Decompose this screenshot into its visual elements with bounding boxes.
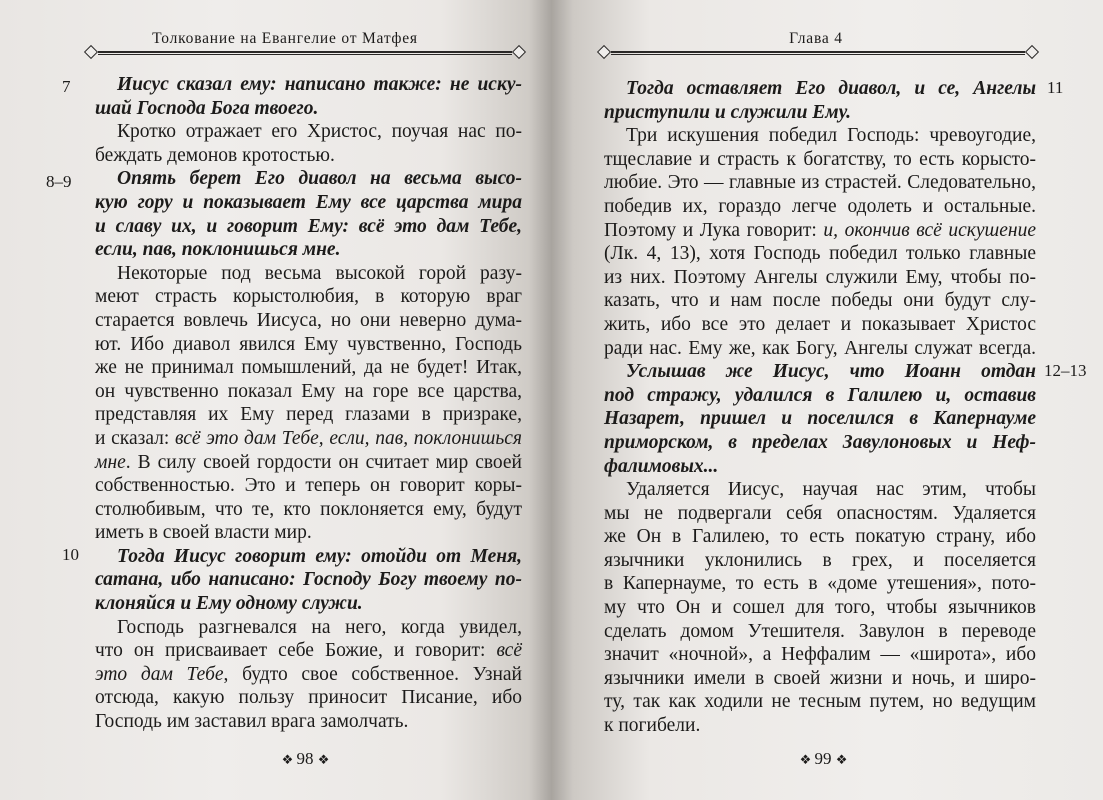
text-line: (Лк. 4, 13), хотя Господь победил только главные <box>604 243 1036 265</box>
left-page <box>0 0 551 800</box>
text-line: победив их, гораздо легче одолеть и остальные. <box>604 195 1036 217</box>
text-line: и славу их, и говорит Ему: всё это дам Тебе, <box>95 215 522 237</box>
text-line: Господь разгневался на него, когда увидел, <box>117 616 522 638</box>
text-line: же Он в Галилею, то есть покатую страну, ибо <box>604 526 1036 548</box>
text-line: из них. Поэтому Ангелы служили Ему, чтобы по- <box>604 266 1036 288</box>
text-line: мы не подвергали себя опасностям. Удаляется <box>604 502 1036 524</box>
verse-number: 7 <box>62 77 71 96</box>
text-line-mixed: и сказал: всё это дам Тебе, если, пав, поклонишься <box>95 427 522 449</box>
verse-number: 10 <box>62 545 79 564</box>
running-head-left: Толкование на Евангелие от Матфея <box>152 30 418 47</box>
text-line: Три искушения победил Господь: чревоугодие, <box>626 125 1036 147</box>
text-line: меют страсть корыстолюбия, в которую враг <box>95 286 522 308</box>
text-line: Удаляется Иисус, научая нас этим, чтобы <box>626 479 1036 501</box>
header-ornament-rule-right <box>599 46 1037 58</box>
text-line: Тогда оставляет Его диавол, и се, Ангелы <box>626 78 1036 99</box>
text-line: Некоторые под весьма высокой горой разу- <box>117 262 522 284</box>
text-line: отсюда, какую пользу приносит Писание, ибо <box>95 687 522 709</box>
right-page-text <box>604 77 1036 738</box>
text-line: кую гору и показывает Ему все царства мира <box>95 191 522 213</box>
left-page-text <box>95 73 522 734</box>
text-line: если, пав, поклонишься мне. <box>95 239 341 261</box>
text-line: Кротко отражает его Христос, поучая нас по- <box>117 121 522 143</box>
text-line: столюбивым, что те, кто поклоняется ему, будут <box>95 498 522 520</box>
page-number-left: ❖ 98 ❖ <box>281 749 329 768</box>
text-line: беждать демонов кротостью. <box>95 144 335 166</box>
text-line: Тогда Иисус говорит ему: отойди от Меня, <box>117 545 522 567</box>
header-ornament-rule-left <box>86 46 524 58</box>
verse-number: 8–9 <box>46 172 72 191</box>
text-line: же не принимал помышлений, да не будет! Итак, <box>95 357 522 379</box>
text-line-mixed: Поэтому и Лука говорит: и, окончив всё искушение <box>604 219 1036 241</box>
text-line: Господь им заставил врага замолчать. <box>95 711 409 733</box>
text-line: Услышав же Иисус, что Иоанн отдан <box>626 361 1036 383</box>
text-line: фалимовых... <box>604 455 719 477</box>
text-line: клоняйся и Ему одному служи. <box>95 593 363 615</box>
text-line: ради нас. Ему же, как Богу, Ангелы служат всегда. <box>604 337 1036 359</box>
text-line: жить, ибо все это делает и показывает Христос <box>604 313 1036 335</box>
text-line: старается вовлечь Иисуса, но они неверно дума- <box>95 309 522 331</box>
text-line: значит «ночной», а Неффалим — «широта», ибо <box>604 644 1036 666</box>
text-line: иметь в своей власти мир. <box>95 522 312 544</box>
text-line: Опять берет Его диавол на весьма высо- <box>117 168 522 190</box>
text-line-mixed: что он присваивает себе Божие, и говорит: всё <box>95 640 522 662</box>
folio-ornament-icon: ❖ <box>317 752 329 767</box>
text-line: ту, так как ходили не тесным путем, но ведущим <box>604 691 1036 713</box>
text-line: шай Господа Бога твоего. <box>95 97 319 119</box>
running-head-right: Глава 4 <box>789 30 843 47</box>
text-line: в Капернауме, то есть в «доме утешения», пото- <box>604 573 1036 595</box>
text-line: приморском, в пределах Завулоновых и Неф- <box>604 431 1036 453</box>
text-line: любие. Это — главные из страстей. Следовательно, <box>604 172 1036 194</box>
text-line: представляя их Ему перед глазами в призраке, <box>95 404 522 426</box>
right-page <box>551 0 1103 800</box>
text-line: он чувственно показал Ему на горе все царства, <box>95 380 522 402</box>
text-line: тщеславие и страсть к богатству, то есть корысто- <box>604 148 1036 170</box>
text-line: Назарет, пришел и поселился в Капернауме <box>604 408 1036 430</box>
page-number-right: ❖ 99 ❖ <box>799 749 847 768</box>
text-line: му что Он и сошел для того, чтобы язычников <box>604 597 1036 619</box>
text-line: ют. Ибо диавол явился Ему чувственно, Господь <box>95 333 522 355</box>
text-line: приступили и служили Ему. <box>604 101 851 123</box>
text-line-mixed: мне. В силу своей гордости он считает мир своей <box>95 451 522 473</box>
text-line: сделать домом Утешителя. Завулон в переводе <box>604 620 1036 642</box>
folio-ornament-icon: ❖ <box>835 752 847 767</box>
text-line: собственностью. Это и теперь он говорит коры- <box>95 475 522 497</box>
text-line: язычники имели в своей жизни и ночь, и широ- <box>604 667 1036 689</box>
text-line: под стражу, удалился в Галилею и, оставив <box>604 384 1036 406</box>
verse-number: 12–13 <box>1044 361 1087 380</box>
verse-number: 11 <box>1047 78 1064 97</box>
folio-ornament-icon: ❖ <box>799 752 811 767</box>
text-line-mixed: это дам Тебе, будто свое собственное. Узнай <box>95 663 522 685</box>
text-line: язычники уклонились в грех, и поселяется <box>604 549 1036 571</box>
text-line: Иисус сказал ему: написано также: не иску- <box>117 74 522 95</box>
folio-ornament-icon: ❖ <box>281 752 293 767</box>
text-line: к погибели. <box>604 715 701 737</box>
text-line: казать, что и нам после победы они будут слу- <box>604 290 1036 312</box>
text-line: сатана, ибо написано: Господу Богу твоему по- <box>95 569 522 591</box>
